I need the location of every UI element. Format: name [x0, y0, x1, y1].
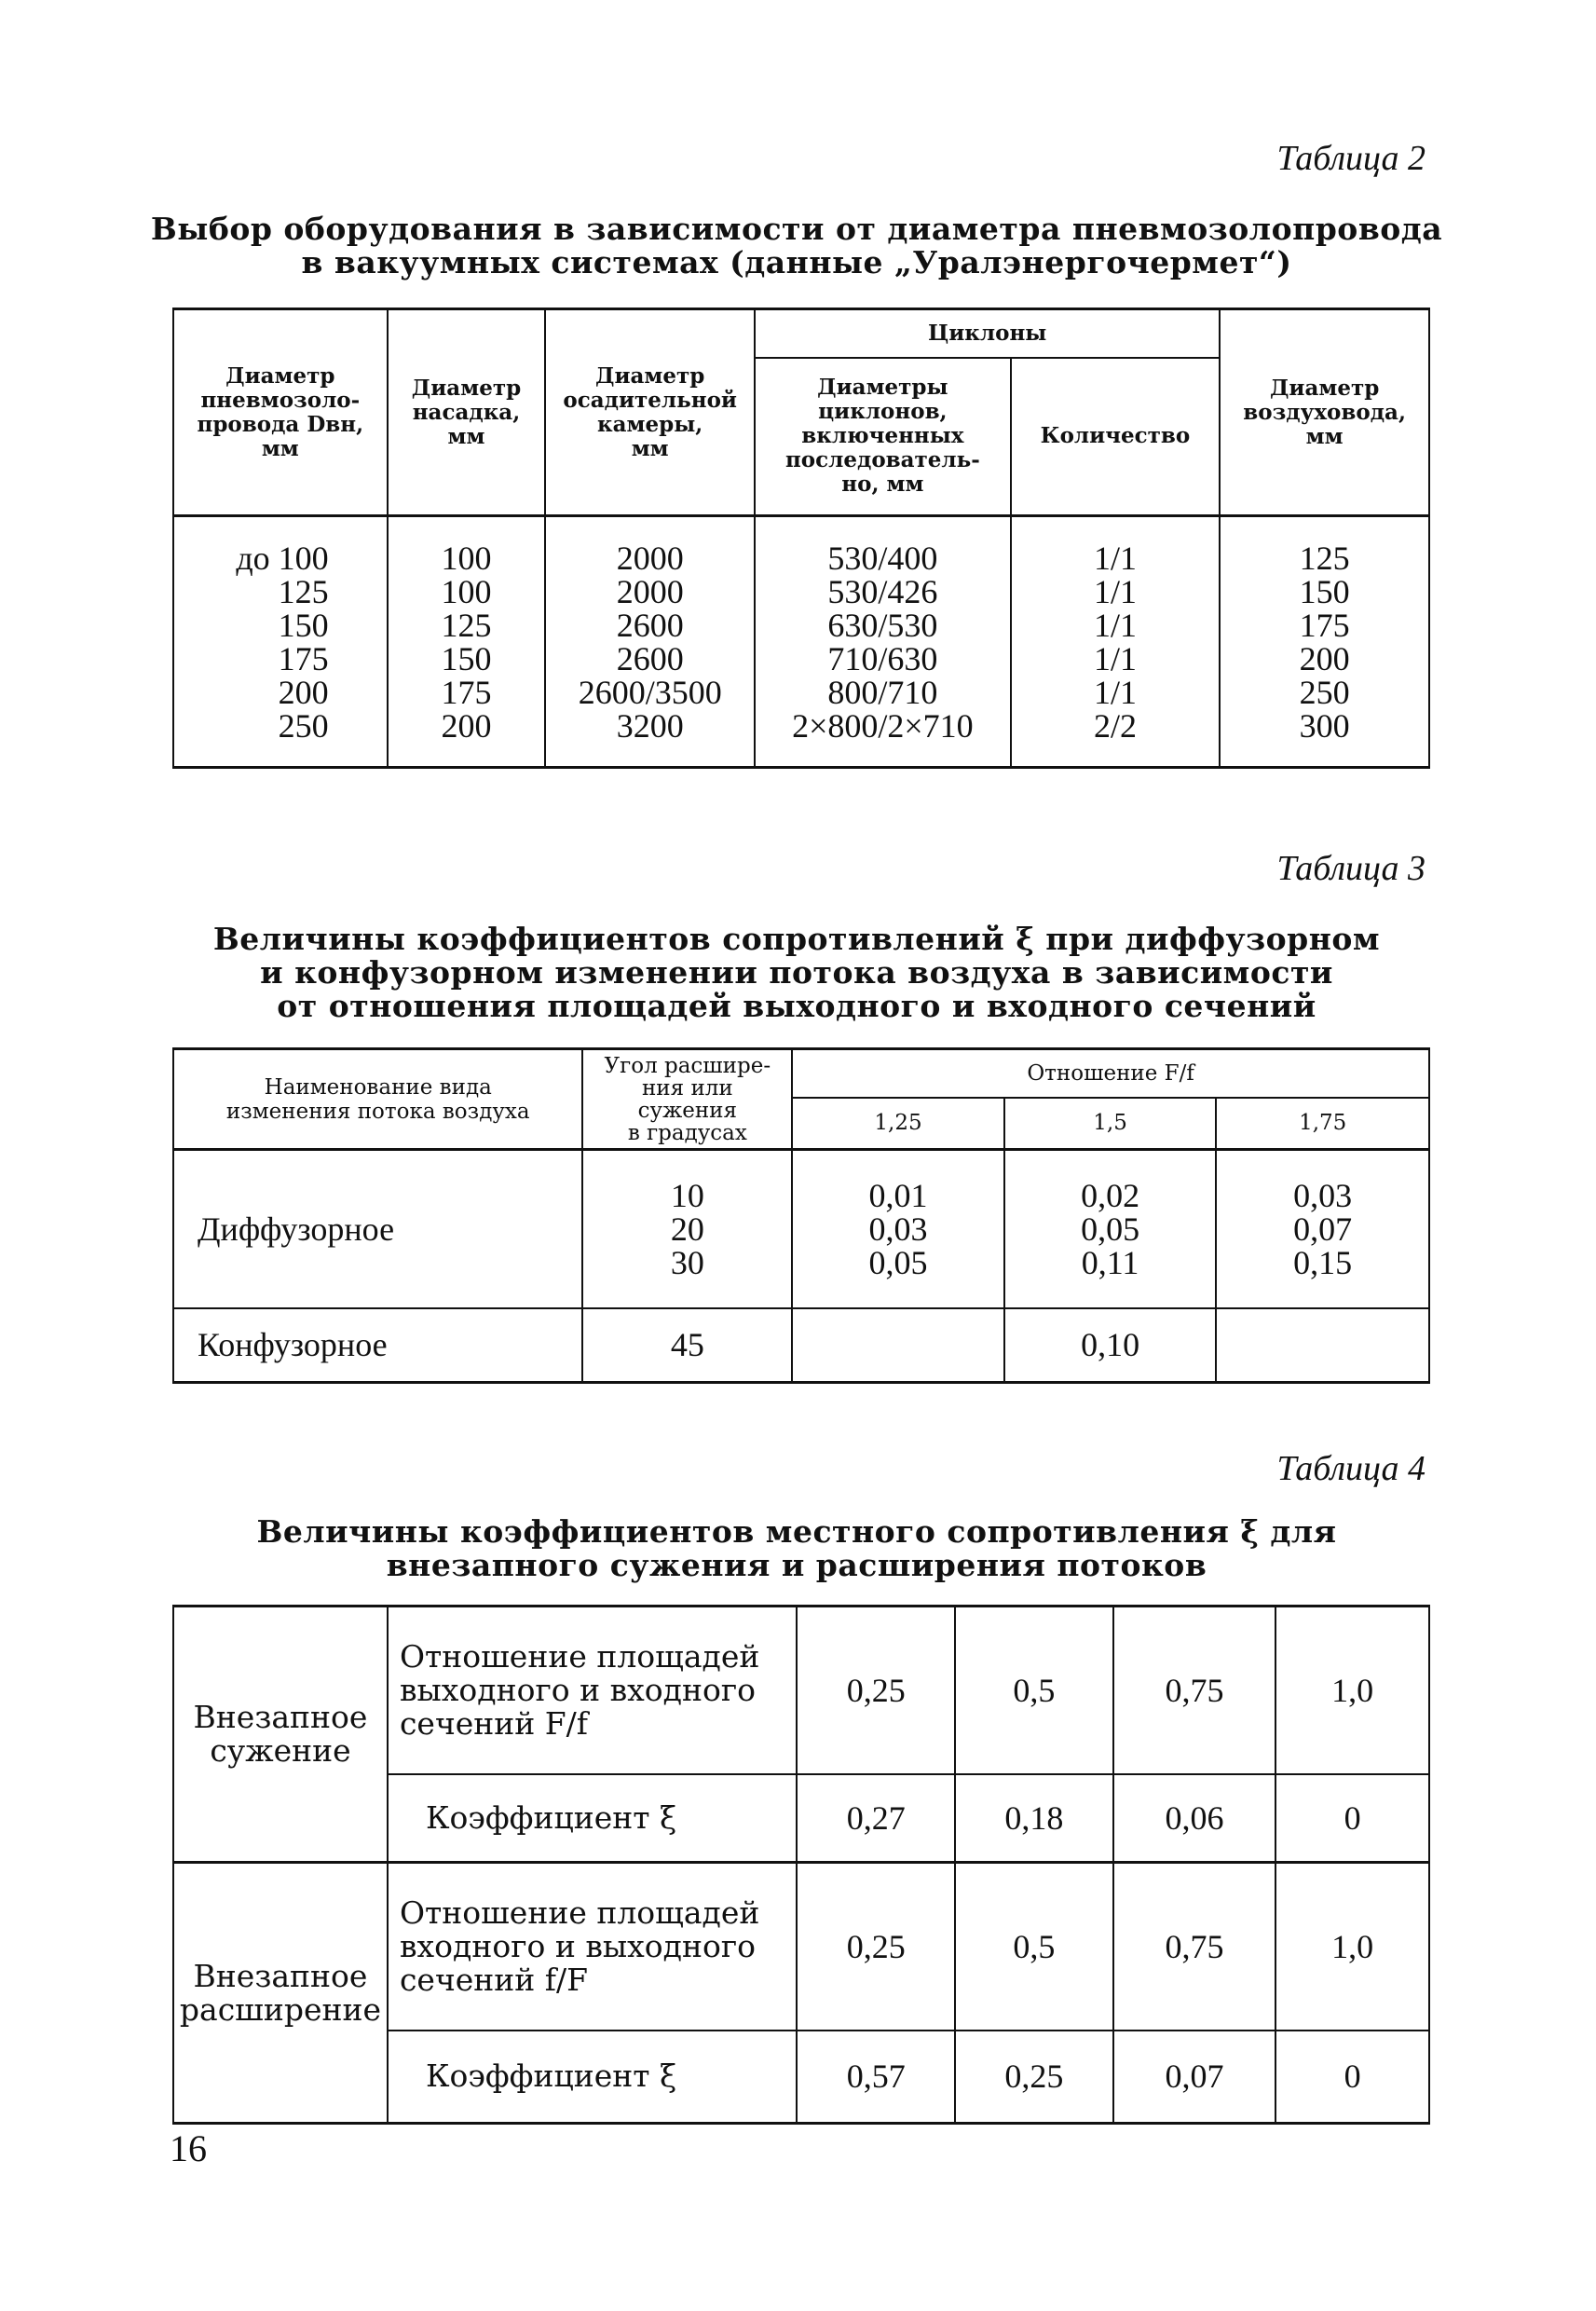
- table4-contraction-ratio-3: 0,75: [1113, 1607, 1276, 1774]
- table4: [172, 1605, 1430, 2125]
- table3-diffuser-r175: 0,03 0,07 0,15: [1216, 1150, 1429, 1308]
- table3-confuser-empty-1: [792, 1308, 1004, 1383]
- table2-header-col1: Диаметр пневмозоло- провода Dвн, мм: [173, 309, 388, 516]
- table2-header-col4: Диаметры циклонов, включенных последователь- но, мм: [755, 358, 1011, 516]
- table2-header-col2: Диаметр насадка, мм: [388, 309, 546, 516]
- table4-contraction-coef-1: 0,27: [797, 1774, 955, 1863]
- table2-title-line1: Выбор оборудования в зависимости от диаметра пневмозолопровода: [150, 211, 1443, 247]
- table2-col4-values: 530/400 530/426 630/530 710/630 800/710 2×800/2×710: [755, 516, 1011, 768]
- table3-header-col1: Наименование вида изменения потока воздуха: [173, 1049, 582, 1150]
- table3-title-line2: и конфузорном изменении потока воздуха в зависимости: [260, 954, 1333, 991]
- table3-header-col2: Угол расшире- ния или сужения в градусах: [582, 1049, 792, 1150]
- table4-expansion-coef-4: 0: [1344, 2058, 1361, 2096]
- table4-contraction-ratio-4: 1,0: [1275, 1607, 1429, 1774]
- table4-contraction-label: Внезапное сужение: [173, 1607, 388, 1863]
- table2-caption: Таблица 2: [1276, 139, 1425, 178]
- table4-expansion-ratio-1: 0,25: [797, 1863, 955, 2031]
- table4-title: [140, 1515, 1453, 1582]
- table4-expansion-coef-1: 0,57: [797, 2031, 955, 2124]
- table4-expansion-ratio-3: 0,75: [1113, 1863, 1276, 2031]
- table3-diffuser-r15: 0,02 0,05 0,11: [1004, 1150, 1217, 1308]
- table3-header-ratio-1: 1,25: [792, 1098, 1004, 1150]
- table4-expansion-label: Внезапное расширение: [173, 1863, 388, 2124]
- table3-confuser-empty-2: [1216, 1308, 1429, 1383]
- table4-contraction-ratio-label: Отношение площадей выходного и входного сечений F/f: [388, 1607, 797, 1774]
- table2-col2-values: 100 100 125 150 175 200: [388, 516, 546, 768]
- table2-col5-values: 1/1 1/1 1/1 1/1 1/1 2/2: [1011, 516, 1221, 768]
- table3-diffuser-r125: 0,01 0,03 0,05: [792, 1150, 1004, 1308]
- table4-expansion-ratio-2: 0,5: [955, 1863, 1113, 2031]
- table4-contraction-ratio-1: 0,25: [797, 1607, 955, 1774]
- table4-contraction-coef-label: Коэффициент ξ: [388, 1774, 797, 1863]
- table3-confuser-value: 0,10: [1004, 1308, 1217, 1383]
- table3-header-ratio-2: 1,5: [1004, 1098, 1217, 1150]
- table4-title-line1: Величины коэффициентов местного сопротивления ξ для: [256, 1513, 1337, 1550]
- table3-caption: Таблица 3: [1276, 849, 1425, 888]
- table3-diffuser-angles: 10 20 30: [582, 1150, 792, 1308]
- table3-header-ratio-3: 1,75: [1216, 1098, 1429, 1150]
- table3-diffuser-label: Диффузорное: [173, 1150, 582, 1308]
- table2-col3-values: 2000 2000 2600 2600 2600/3500 3200: [545, 516, 755, 768]
- table3-confuser-label: Конфузорное: [173, 1308, 582, 1383]
- page-number: 16: [170, 2127, 207, 2169]
- table2-col6-values: 125 150 175 200 250 300: [1299, 539, 1350, 745]
- table2-title: [140, 212, 1453, 280]
- table3: [172, 1047, 1430, 1384]
- table2-header-col6: Диаметр воздуховода, мм: [1220, 309, 1429, 516]
- table4-contraction-ratio-2: 0,5: [955, 1607, 1113, 1774]
- table2-header-col5: Количество: [1011, 358, 1221, 516]
- table3-title-line3: от отношения площадей выходного и входного сечений: [277, 988, 1316, 1024]
- table2-col1-values: до 100 125 150 175 200 250: [173, 516, 388, 768]
- table4-contraction-coef-3: 0,06: [1113, 1774, 1276, 1863]
- table2-header-col3: Диаметр осадительной камеры, мм: [545, 309, 755, 516]
- table4-expansion-ratio-4: 1,0: [1275, 1863, 1429, 2031]
- table4-expansion-coef-2: 0,25: [955, 2031, 1113, 2124]
- table3-confuser-angle: 45: [582, 1308, 792, 1383]
- table4-contraction-coef-2: 0,18: [955, 1774, 1113, 1863]
- table4-title-line2: внезапного сужения и расширения потоков: [386, 1547, 1207, 1583]
- table2: [172, 308, 1430, 769]
- table3-title-line1: Величины коэффициентов сопротивлений ξ при диффузорном: [212, 921, 1381, 957]
- table4-expansion-ratio-label: Отношение площадей входного и выходного сечений f/F: [388, 1863, 797, 2031]
- table2-title-line2: в вакуумных системах (данные „Уралэнергочермет“): [301, 244, 1292, 280]
- table4-contraction-coef-4: 0: [1275, 1774, 1429, 1863]
- table4-caption: Таблица 4: [1276, 1449, 1425, 1488]
- table4-expansion-coef-label: Коэффициент ξ: [388, 2031, 797, 2124]
- table3-title: [140, 923, 1453, 1023]
- table2-header-cyclones: Циклоны: [755, 309, 1220, 358]
- table4-expansion-coef-3: 0,07: [1113, 2031, 1276, 2124]
- table3-header-ratio-group: Отношение F/f: [792, 1049, 1429, 1098]
